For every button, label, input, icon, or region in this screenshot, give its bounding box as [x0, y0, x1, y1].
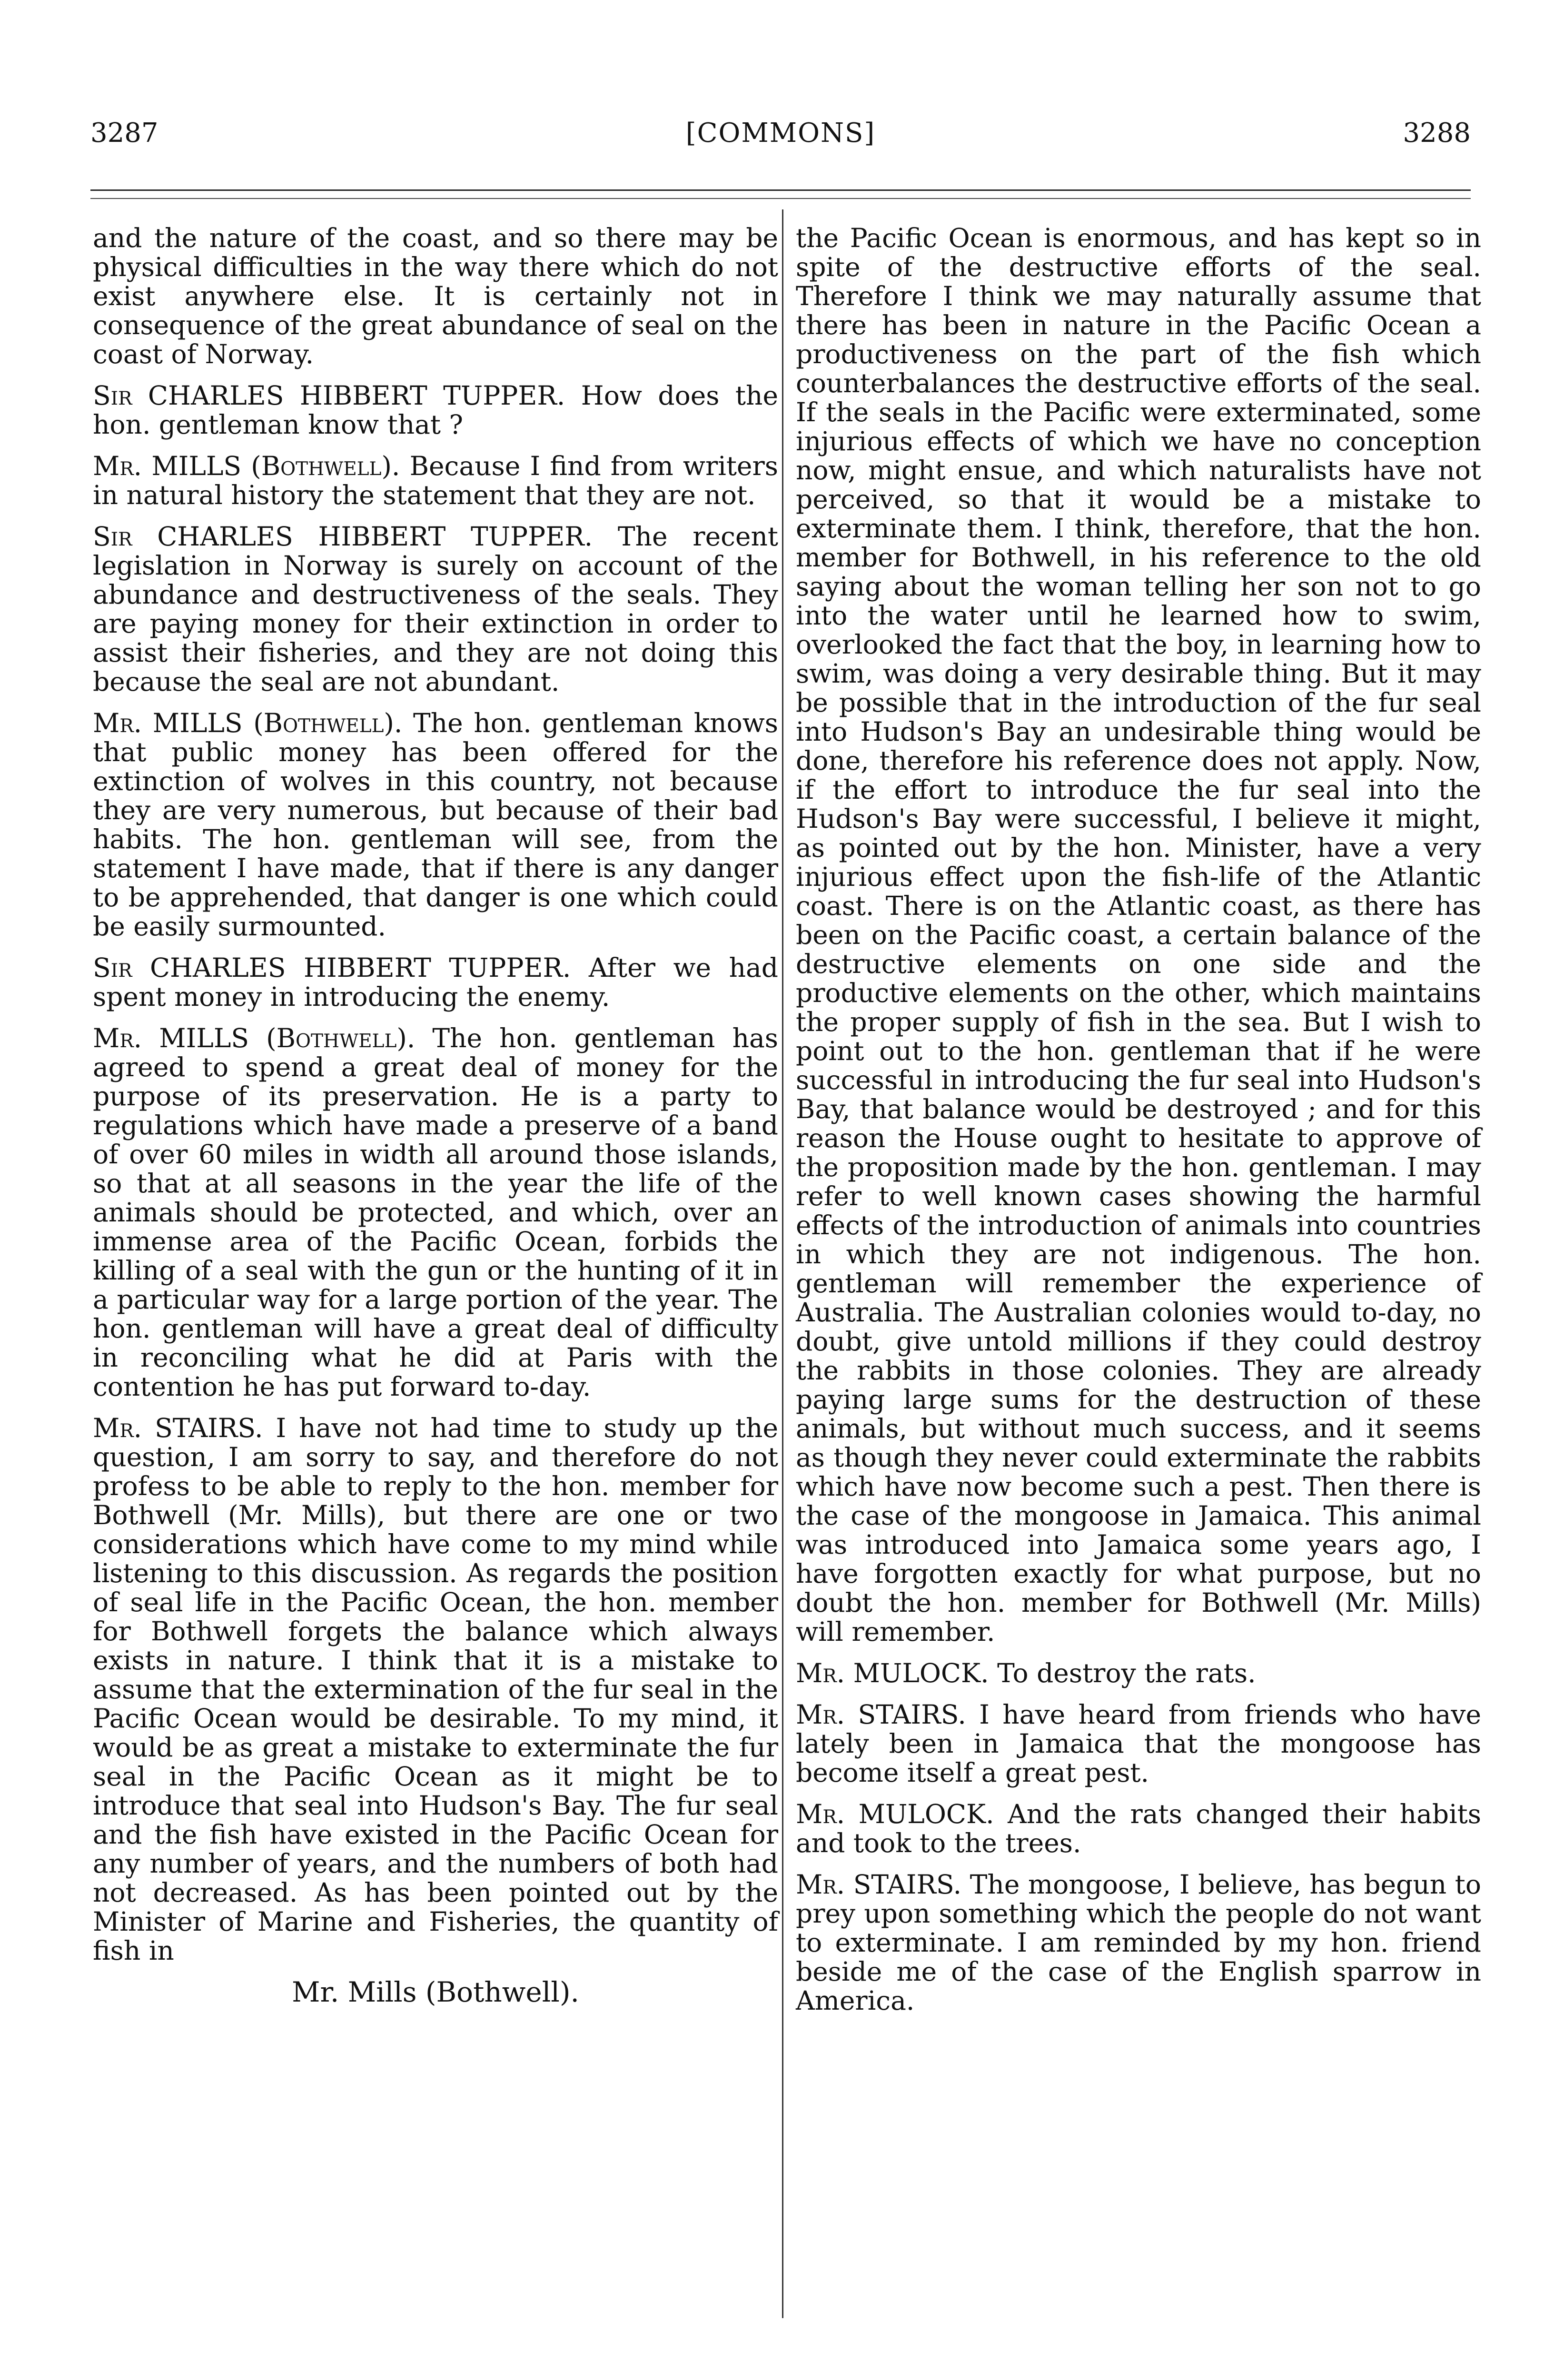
paragraph-text: the Pacific Ocean is enormous, and has kept so in spite of the destructive efforts of the seal. Therefore I think we may naturally assume that there has been in nature in the Pacific Ocean a productiveness on the part of the fish which counterbalances the destructive efforts of the seal. If the seals in the Pacific were exterminated, some injurious effects of which we have no conception now, might ensue, and which naturalists have not perceived, so that it would be a mistake to exterminate them. I think, therefore, that the hon. member for Bothwell, in his reference to the old saying about the woman telling her son not to go into the water until he learned how to swim, overlooked the fact that the boy, in learning how to swim, was doing a very desirable thing. But it may be possible that in the introduction of the fur seal into Hudson's Bay an undesirable thing would be done, therefore his reference does not apply. Now, if the effort to introduce the fur seal into the Hudson's Bay were successful, I believe it might, as pointed out by the hon. Minister, have a very injurious effect upon the fish-life of the Atlantic coast. There is on the Atlantic coast, as there has been on the Pacific coast, a certain balance of the destructive elements on one side and the productive elements on the other, which maintains the proper supply of fish in the sea. But I wish to point out to the hon. gentleman that if he were successful in introducing the fur seal into Hudson's Bay, that balance would be destroyed ; and for this reason the House ought to hesitate to approve of the proposition made by the hon. gentleman. I may refer to well known cases showing the harmful effects of the introduction of animals into countries in which they are not indigenous. The hon. gentleman will remember the experience of Australia. The Australian colonies would to-day, no doubt, give untold millions if they could destroy the rabbits in those colonies. They are already paying large sums for the destruction of these animals, but without much success, and it seems as though they never could exterminate the rabbits which have now become such a pest. Then there is the case of the mongoose in Jamaica. This animal was introduced into Jamaica some years ago, I have forgotten exactly for what purpose, but no doubt the hon. member for Bothwell (Mr. Mills) will remember.: [796, 223, 1481, 1647]
speaker-name: Sir CHARLES HIBBERT TUPPER.: [93, 380, 565, 411]
paragraph: [93, 953, 778, 1012]
speaker-name: Mr. MILLS (Bothwell).: [93, 1023, 416, 1053]
paragraph-text: The hon. gentleman has agreed to spend a great deal of money for the purpose of its preservation. He is a party to regulations which have made a preserve of a band of over 60 miles in width all around those islands, so that at all seasons in the year the life of the animals should be protected, and which, over an immense area of the Pacific Ocean, forbids the killing of a seal with the gun or the hunting of it in a particular way for a large portion of the year. The hon. gentleman will have a great deal of difficulty in reconciling what he did at Paris with the contention he has put forward to-day.: [93, 1023, 779, 1402]
paragraph: [796, 1800, 1481, 1858]
paragraph: [93, 1414, 778, 1965]
header-rule: [90, 189, 1471, 191]
speaker-name: Sir CHARLES HIBBERT TUPPER.: [93, 952, 571, 983]
paragraph-text: After we had spent money in introducing the enemy.: [93, 952, 779, 1012]
paragraph: [796, 1659, 1481, 1688]
paragraph-text: I have heard from friends who have lately been in Jamaica that the mongoose has become itself a great pest.: [796, 1699, 1481, 1788]
speaker-name: Mr. MULOCK.: [796, 1799, 994, 1829]
paragraph-text: I have not had time to study up the question, I am sorry to say, and therefore do not profess to be able to reply to the hon. member for Bothwell (Mr. Mills), but there are one or two considerations which have come to my mind while listening to this discussion. As regards the position of seal life in the Pacific Ocean, the hon. member for Bothwell forgets the balance which always exists in nature. I think that it is a mistake to assume that the extermination of the fur seal in the Pacific Ocean would be desirable. To my mind, it would be as great a mistake to exterminate the fur seal in the Pacific Ocean as it might be to introduce that seal into Hudson's Bay. The fur seal and the fish have existed in the Pacific Ocean for any number of years, and the numbers of both had not decreased. As has been pointed out by the Minister of Marine and Fisheries, the quantity of fish in: [93, 1413, 779, 1966]
paragraph: [93, 522, 778, 696]
paragraph: [93, 709, 778, 941]
speaker-name: Mr. STAIRS.: [93, 1413, 263, 1443]
paragraph-text: The hon. gentleman knows that public money has been offered for the extinction of wolves in this country, not because they are very numerous, but because of their bad habits. The hon. gentleman will see, from the statement I have made, that if there is any danger to be apprehended, that danger is one which could be easily surmounted.: [93, 708, 779, 942]
speaker-name: Mr. STAIRS.: [796, 1869, 962, 1900]
column-footer: Mr. Mills (Bothwell).: [292, 1976, 579, 2008]
left-column: [93, 224, 778, 2034]
paragraph: [796, 224, 1481, 1646]
column-divider: [782, 209, 783, 2318]
paragraph-text: To destroy the rats.: [997, 1658, 1256, 1688]
paragraph: [93, 224, 778, 369]
paragraph-text: The mongoose, I believe, has begun to prey upon something which the people do not want to exterminate. I am reminded by my hon. friend beside me of the case of the English sparrow in America.: [796, 1869, 1481, 2016]
right-column: [796, 224, 1481, 2028]
paragraph: [93, 452, 778, 510]
paragraph: [796, 1700, 1481, 1787]
speaker-name: Sir CHARLES HIBBERT TUPPER.: [93, 521, 593, 552]
page-number-right: 3288: [1403, 118, 1471, 149]
speaker-name: Mr. MILLS (Bothwell).: [93, 708, 403, 738]
paragraph-text: Because I find from writers in natural history the statement that they are not.: [93, 451, 779, 510]
page-header: [90, 114, 1471, 152]
paragraph-text: The recent legislation in Norway is surely on account of the abundance and destructiveness of the seals. They are paying money for their extinction in order to assist their fisheries, and they are not doing this because the seal are not abundant.: [93, 521, 778, 697]
paragraph: [93, 381, 778, 439]
paragraph: [796, 1870, 1481, 2015]
speaker-name: Mr. MULOCK.: [796, 1658, 989, 1688]
paragraph-text: and the nature of the coast, and so there may be physical difficulties in the way there which do not exist anywhere else. It is certainly not in consequence of the great abundance of seal on the coast of Norway.: [93, 223, 778, 369]
header-rule-secondary: [90, 198, 1471, 199]
page-number-left: 3287: [90, 118, 158, 149]
paragraph-text: And the rats changed their habits and took to the trees.: [796, 1799, 1481, 1858]
page-title: [COMMONS]: [685, 118, 876, 149]
speaker-name: Mr. STAIRS.: [796, 1699, 966, 1730]
speaker-name: Mr. MILLS (Bothwell).: [93, 451, 400, 481]
paragraph: [93, 1024, 778, 1401]
paragraph-text: How does the hon. gentleman know that ?: [93, 380, 779, 440]
